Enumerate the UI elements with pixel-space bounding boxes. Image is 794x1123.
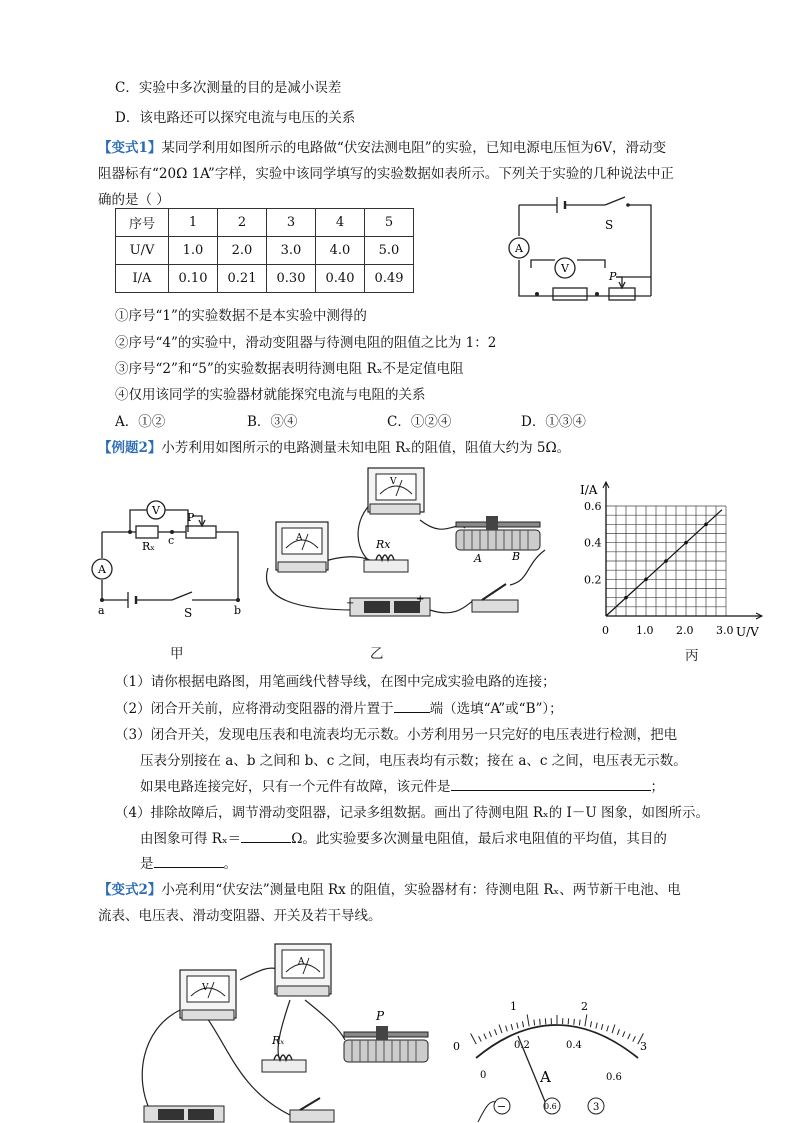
variant2-tag: 【变式2】 (98, 882, 162, 898)
data-point (624, 596, 628, 600)
rx-photo-label: Rx (376, 538, 391, 551)
voltmeter-device (368, 468, 424, 514)
table-cell: 0.30 (267, 265, 316, 293)
dial-tick (607, 1026, 609, 1032)
question-4-line1: （4）排除故障后，调节滑动变阻器，记录多组数据。画出了待测电阻 Rₓ的 I－U 图象，如图所示。 (115, 805, 710, 821)
question-4-text-c: 是 (140, 856, 154, 872)
table-cell: 5.0 (365, 237, 414, 265)
dial-tick (633, 1036, 636, 1041)
choice-c: C．①②④ (387, 414, 452, 430)
dial-tick (585, 1014, 587, 1026)
table-row (116, 265, 414, 293)
figure-label-bing: 丙 (685, 648, 699, 664)
question-3-end: ； (650, 779, 664, 795)
table-cell: 5 (365, 209, 414, 237)
dial-top-0: 0 (453, 1040, 460, 1053)
table-cell: 3.0 (267, 237, 316, 265)
x-axis-label: U/V (736, 625, 759, 639)
data-point (664, 559, 668, 563)
voltmeter-face-label: V (390, 477, 397, 487)
dial-tick (623, 1031, 625, 1037)
rheostat-device (456, 516, 540, 565)
battery-device (144, 1106, 224, 1122)
choice-a: A．①② (115, 414, 166, 430)
example2-text: 小芳利用如图所示的电路测量未知电阻 Rₓ的阻值，阻值大约为 5Ω。 (161, 440, 571, 456)
y-tick-label: 0.4 (584, 536, 602, 550)
dial-top-3: 3 (640, 1040, 647, 1053)
question-4-line3 (140, 852, 237, 872)
data-point (684, 541, 688, 545)
x-tick-label: 3.0 (716, 624, 734, 637)
dial-bottom-2: 0.4 (566, 1040, 582, 1051)
dial-tick (489, 1031, 491, 1037)
dial-bottom-1: 0.2 (514, 1040, 530, 1051)
switch-label: S (605, 218, 614, 232)
resistor-rx-device (364, 538, 408, 572)
dial-tick (612, 1025, 615, 1034)
question-3-line1: （3）闭合开关，发现电压表和电流表均无示数。小芳利用另一只完好的电压表进行检测，把电 (115, 727, 678, 743)
dial-tick (479, 1036, 482, 1041)
data-table (115, 208, 414, 293)
dial-tick (471, 1034, 477, 1045)
terminal-negative: − (497, 1100, 507, 1113)
data-point (644, 578, 648, 582)
resistor-rx-device (262, 1034, 306, 1072)
data-point (704, 523, 708, 527)
example2-intro (98, 436, 570, 456)
figure-jia-circuit (88, 496, 248, 621)
variant2-line1 (98, 878, 681, 898)
table-cell: 0.21 (218, 265, 267, 293)
table-cell: 4 (316, 209, 365, 237)
ammeter-device (275, 944, 331, 996)
ammeter-device (276, 522, 328, 572)
terminal-3: 3 (593, 1102, 600, 1113)
dial-bottom-3: 0.6 (606, 1072, 622, 1083)
rx-label: Rₓ (142, 540, 155, 553)
dial-top-1: 1 (510, 1000, 517, 1013)
table-cell: 0.49 (365, 265, 414, 293)
voltmeter-label: V (561, 262, 569, 275)
question-4-text-a: 由图象可得 Rₓ＝ (140, 831, 242, 847)
option-d: D．该电路还可以探究电流与电压的关系 (115, 110, 356, 126)
rheostat-a-label: A (474, 552, 482, 565)
variant1-text1: 某同学利用如图所示的电路做“伏安法测电阻”的实验，已知电源电压恒为6V，滑动变 (161, 140, 667, 156)
ammeter-label: A (515, 242, 523, 255)
statement-2: ②序号“4”的实验中，滑动变阻器与待测电阻的阻值之比为 1：2 (115, 335, 497, 351)
table-row (116, 237, 414, 265)
x-tick-label: 1.0 (636, 624, 654, 637)
slider-p-label: P (187, 511, 195, 524)
point-b-label: b (234, 604, 242, 617)
variant1-line1 (98, 136, 666, 156)
switch-device (472, 584, 518, 612)
x-tick-label: 2.0 (676, 624, 694, 637)
dial-tick (628, 1034, 630, 1039)
rheostat-p-label: P (376, 1009, 385, 1023)
voltmeter-device (180, 970, 236, 1020)
svg-text:−: − (346, 598, 355, 609)
battery-device (346, 594, 430, 616)
x-tick-label: 0 (602, 624, 609, 637)
answer-blank[interactable] (241, 830, 291, 843)
iu-line (606, 510, 722, 616)
switch-device (290, 1098, 334, 1122)
dial-tick (527, 1014, 529, 1026)
table-cell: U/V (116, 237, 169, 265)
variant1-line3: 确的是（ ） (98, 192, 170, 208)
dial-tick (517, 1023, 518, 1029)
question-2 (115, 697, 563, 717)
table-cell: 3 (267, 209, 316, 237)
iu-graph (570, 474, 770, 640)
dial-tick (484, 1034, 486, 1039)
example2-tag: 【例题2】 (98, 440, 162, 456)
dial-bottom-0: 0 (480, 1070, 487, 1081)
table-cell: 2.0 (218, 237, 267, 265)
ammeter-dial (448, 996, 668, 1123)
rheostat-b-label: B (512, 550, 521, 563)
dial-tick (540, 1019, 541, 1025)
table-row (116, 209, 414, 237)
answer-blank[interactable] (451, 778, 651, 791)
answer-blank[interactable] (154, 855, 224, 868)
table-cell: I/A (116, 265, 169, 293)
rx-photo-label: Rₓ (272, 1034, 285, 1047)
question-4-line2 (140, 827, 667, 847)
slider-label: P (609, 270, 617, 283)
voltmeter-face-label: V (202, 983, 209, 993)
dial-tick (617, 1029, 619, 1035)
question-3-line2: 压表分别接在 a、b 之间和 b、c 之间，电压表均有示数；接在 a、c 之间，电压表无示数。 (140, 753, 687, 769)
svg-text:+: + (416, 594, 425, 605)
question-2-text-a: （2）闭合开关前，应将滑动变阻器的滑片置于 (115, 701, 394, 717)
dial-unit: A (540, 1068, 551, 1086)
question-3-text: 如果电路连接完好，只有一个元件有故障，该元件是 (140, 779, 451, 795)
figure-label-jia: 甲 (170, 646, 184, 662)
dial-tick (506, 1026, 508, 1032)
table-cell: 1.0 (169, 237, 218, 265)
statement-1: ①序号“1”的实验数据不是本实验中测得的 (115, 308, 367, 324)
question-3-line3 (140, 775, 664, 795)
table-cell: 0.10 (169, 265, 218, 293)
dial-tick (499, 1025, 502, 1034)
dial-tick (495, 1029, 497, 1035)
ammeter-face-label: A (298, 957, 305, 967)
table-cell: 0.40 (316, 265, 365, 293)
question-2-text-b: 端（选填“A”或“B”）； (429, 701, 563, 717)
dial-tick (601, 1024, 603, 1030)
dial-tick (596, 1023, 597, 1029)
question-4-text-b: Ω。此实验要多次测量电阻值，最后求电阻值的平均值，其目的 (291, 831, 667, 847)
variant1-tag: 【变式1】 (98, 140, 162, 156)
dial-tick (534, 1020, 535, 1026)
variant2-text1: 小亮利用“伏安法”测量电阻 Rx 的阻值，实验器材有：待测电阻 Rₓ、两节新干电池、电 (161, 882, 681, 898)
figure-yi-apparatus (260, 460, 560, 625)
ammeter-face-label: A (296, 533, 303, 543)
table-cell: 序号 (116, 209, 169, 237)
point-a-label: a (98, 604, 105, 617)
y-tick-label: 0.2 (584, 573, 602, 587)
variant1-line2: 阻器标有“20Ω 1A”字样，实验中该同学填写的实验数据如表所示。下列关于实验的几种说法中正 (98, 166, 674, 182)
voltmeter-label: V (152, 504, 160, 517)
dial-top-2: 2 (581, 1000, 588, 1013)
answer-blank[interactable] (394, 700, 430, 713)
option-c: C．实验中多次测量的目的是减小误差 (115, 80, 342, 96)
dial-tick (511, 1024, 513, 1030)
statement-4: ④仅用该同学的实验器材就能探究电流与电阻的关系 (115, 387, 426, 403)
choice-b: B．③④ (247, 414, 298, 430)
y-tick-label: 0.6 (584, 500, 602, 513)
ammeter-label: A (98, 563, 106, 576)
question-1: （1）请你根据电路图，用笔画线代替导线，在图中完成实验电路的连接； (115, 674, 556, 690)
question-4-text-d: 。 (223, 856, 237, 872)
variant1-circuit-diagram (505, 196, 665, 308)
rheostat-device (344, 1009, 428, 1062)
switch-s-label: S (184, 606, 193, 620)
table-cell: 1 (169, 209, 218, 237)
point-c-label: c (168, 534, 175, 547)
figure-label-yi: 乙 (370, 646, 384, 662)
statement-3: ③序号“2”和“5”的实验数据表明待测电阻 Rₓ不是定值电阻 (115, 361, 464, 377)
dial-tick (574, 1019, 575, 1025)
dial-tick (579, 1020, 580, 1026)
variant2-line2: 流表、电压表、滑动变阻器、开关及若干导线。 (98, 908, 382, 924)
choice-d: D．①③④ (521, 414, 586, 430)
terminal-0-6: 0.6 (544, 1102, 557, 1111)
y-axis-label: I/A (580, 483, 598, 497)
variant2-apparatus (130, 940, 440, 1123)
table-cell: 4.0 (316, 237, 365, 265)
table-cell: 2 (218, 209, 267, 237)
dial-tick (590, 1021, 591, 1027)
dial-tick (522, 1021, 523, 1027)
